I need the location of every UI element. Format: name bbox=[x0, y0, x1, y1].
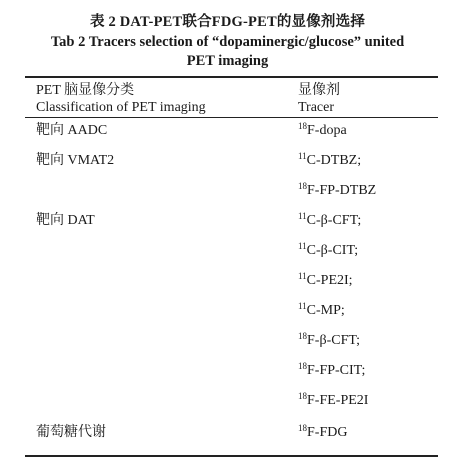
tracer-name: F-β-CFT; bbox=[307, 333, 361, 348]
table-caption-english-line2: PET imaging bbox=[186, 53, 269, 69]
row-tracer bbox=[298, 271, 353, 288]
tracer-isotope: 18 bbox=[298, 361, 307, 371]
tracer-name: F-FE-PE2I bbox=[307, 393, 369, 408]
tracer-isotope: 11 bbox=[298, 151, 307, 161]
row-tracer bbox=[298, 423, 348, 440]
row-classification: 靶向 VMAT2 bbox=[36, 153, 115, 168]
row-tracer bbox=[298, 121, 347, 138]
tracer-isotope: 18 bbox=[298, 121, 307, 131]
row-tracer bbox=[298, 391, 369, 408]
tracer-name: C-β-CFT; bbox=[306, 213, 362, 228]
header-tracer-cn: 显像剂 bbox=[298, 83, 340, 98]
table-bottom-rule bbox=[25, 455, 438, 457]
tracer-isotope: 18 bbox=[298, 331, 307, 341]
row-tracer bbox=[298, 361, 366, 378]
row-tracer bbox=[298, 151, 362, 168]
tracer-name: C-DTBZ; bbox=[306, 153, 362, 168]
tracer-isotope: 18 bbox=[298, 181, 307, 191]
row-classification: 葡萄糖代谢 bbox=[36, 425, 106, 440]
table-top-rule bbox=[25, 76, 438, 78]
tracer-name: C-β-CIT; bbox=[306, 243, 359, 258]
tracer-isotope: 11 bbox=[298, 271, 307, 281]
row-tracer bbox=[298, 241, 359, 258]
tracer-isotope: 11 bbox=[298, 301, 307, 311]
tracer-name: C-PE2I; bbox=[306, 273, 353, 288]
tracer-name: F-FDG bbox=[307, 425, 348, 440]
row-tracer bbox=[298, 211, 362, 228]
header-classification-cn: PET 脑显像分类 bbox=[36, 83, 135, 98]
row-classification: 靶向 DAT bbox=[36, 213, 95, 228]
tracer-isotope: 11 bbox=[298, 241, 307, 251]
row-tracer bbox=[298, 331, 361, 348]
row-tracer bbox=[298, 301, 345, 318]
table-caption-english-line1: Tab 2 Tracers selection of “dopaminergic/glucose” united bbox=[50, 34, 405, 50]
header-classification-en: Classification of PET imaging bbox=[36, 100, 206, 115]
tracer-isotope: 18 bbox=[298, 423, 307, 433]
tracer-isotope: 18 bbox=[298, 391, 307, 401]
tracer-name: C-MP; bbox=[306, 303, 345, 318]
table-header-rule bbox=[25, 117, 438, 118]
row-classification: 靶向 AADC bbox=[36, 123, 108, 138]
tracer-name: F-FP-DTBZ bbox=[307, 183, 377, 198]
tracer-name: F-dopa bbox=[307, 123, 347, 138]
table-caption-chinese: 表 2 DAT-PET联合FDG-PET的显像剂选择 bbox=[89, 14, 366, 30]
header-tracer-en: Tracer bbox=[298, 100, 335, 115]
tracer-isotope: 11 bbox=[298, 211, 307, 221]
row-tracer bbox=[298, 181, 377, 198]
tracer-name: F-FP-CIT; bbox=[307, 363, 366, 378]
